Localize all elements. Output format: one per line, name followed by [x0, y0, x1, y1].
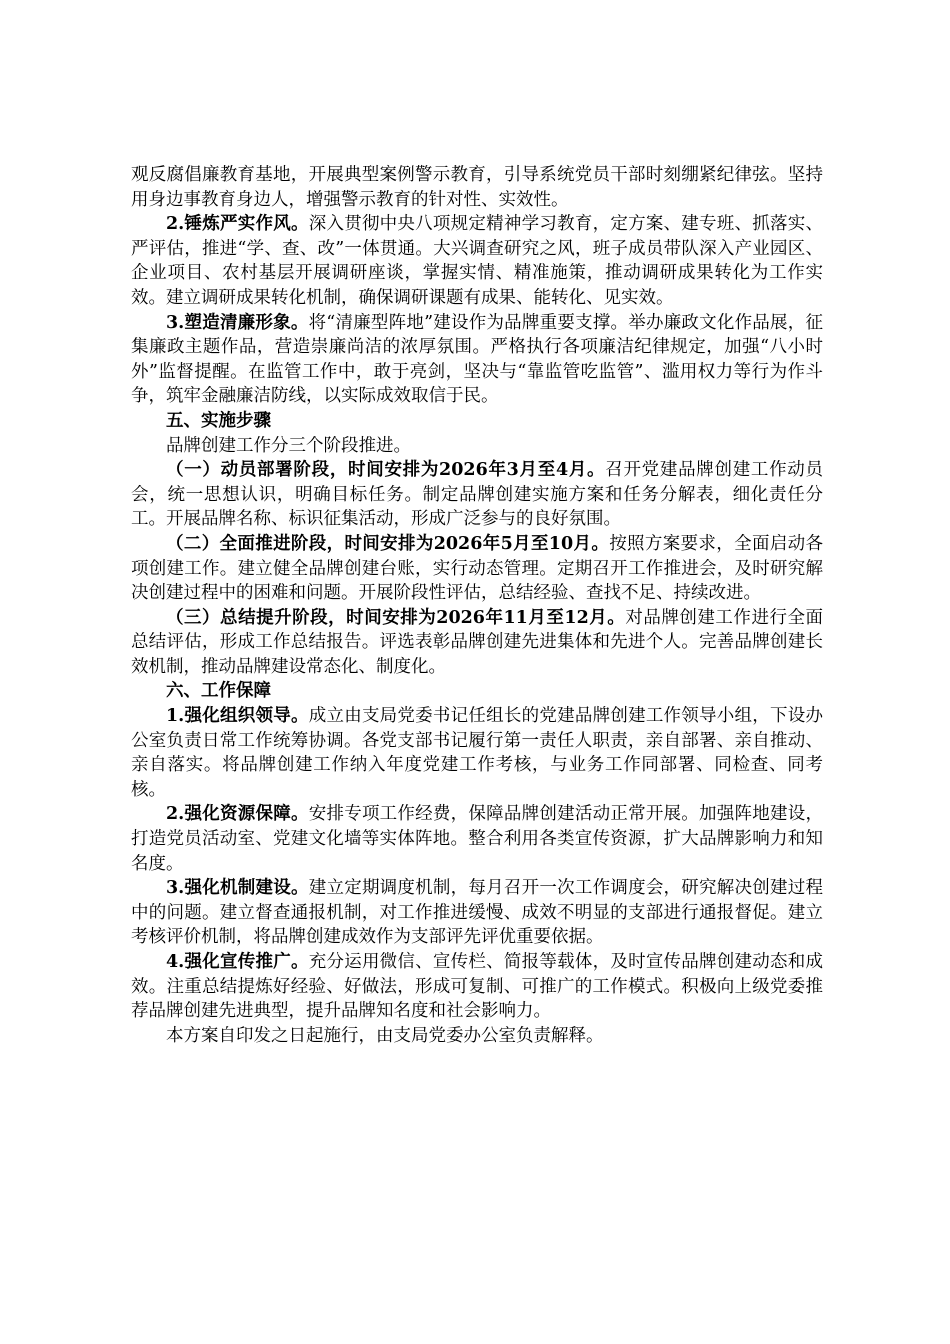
paragraph-lead: 1.强化组织领导。 [166, 706, 309, 727]
paragraph-text: 建立定期调度机制，每月召开一次工作调度会，研究解决创建过程中的问题。建立督查通报机制，对工作推进缓慢、成效不明显的支部进行通报督促。建立考核评价机制，将品牌创建成效作为支部评先评优重要依据。 [131, 878, 823, 948]
paragraph-organization-leadership [131, 704, 823, 802]
paragraph-mechanism-building [131, 876, 823, 950]
paragraph-text: 观反腐倡廉教育基地，开展典型案例警示教育，引导系统党员干部时刻绷紧纪律弦。坚持用身边事教育身边人，增强警示教育的针对性、实效性。 [131, 165, 823, 210]
paragraph-text: 将“清廉型阵地”建设作为品牌重要支撑。举办廉政文化作品展，征集廉政主题作品，营造崇廉尚洁的浓厚氛围。严格执行各项廉洁纪律规定，加强“八小时外”监督提醒。在监管工作中，敢于亮剑，坚决与“靠监管吃监管”、滥用权力等行为作斗争，筑牢金融廉洁防线，以实际成效取信于民。 [131, 312, 823, 407]
paragraph-resource-guarantee [131, 802, 823, 876]
paragraph-text: 本方案自印发之日起施行，由支局党委办公室负责解释。 [166, 1025, 604, 1046]
paragraph-stage-two [131, 532, 823, 606]
paragraph-lead: （二）全面推进阶段，时间安排为2026年5月至10月。 [166, 533, 610, 554]
paragraph-lead: 2.锤炼严实作风。 [166, 214, 309, 235]
paragraph-lead: 2.强化资源保障。 [166, 804, 309, 825]
paragraph-text: 召开党建品牌创建工作动员会，统一思想认识，明确目标任务。制定品牌创建实施方案和任务分解表，细化责任分工。开展品牌名称、标识征集活动，形成广泛参与的良好氛围。 [131, 460, 824, 530]
paragraph-stage-three [131, 606, 823, 680]
paragraph-lead: 3.塑造清廉形象。 [166, 312, 309, 333]
paragraph-text: 对品牌创建工作进行全面总结评估，形成工作总结报告。评选表彰品牌创建先进集体和先进个人。完善品牌创建长效机制，推动品牌建设常态化、制度化。 [131, 607, 824, 677]
paragraph-text: 深入贯彻中央八项规定精神学习教育，定方案、建专班、抓落实、严评估，推进“学、查、改”一体贯通。大兴调查研究之风，班子成员带队深入产业园区、企业项目、农村基层开展调研座谈，掌握实情、精准施策，推动调研成果转化为工作实效。建立调研成果转化机制，确保调研课题有成果、能转化、见实效。 [131, 214, 823, 308]
paragraph-work-style [131, 212, 823, 310]
paragraph-publicity-promotion [131, 950, 823, 1024]
paragraph-clean-image [131, 311, 823, 409]
paragraph-lead: 4.强化宣传推广。 [166, 952, 309, 972]
paragraph-text: 安排专项工作经费，保障品牌创建活动正常开展。加强阵地建设，打造党员活动室、党建文化墙等实体阵地。整合利用各类宣传资源，扩大品牌影响力和知名度。 [131, 804, 823, 874]
paragraph-lead: 3.强化机制建设。 [166, 878, 309, 899]
paragraph-lead: （一）动员部署阶段，时间安排为2026年3月至4月。 [166, 460, 606, 481]
section-heading-implementation-steps: 五、实施步骤 [166, 410, 271, 431]
paragraph-stage-one [131, 458, 823, 532]
paragraph-three-stages [131, 434, 823, 459]
paragraph-text: 品牌创建工作分三个阶段推进。 [166, 435, 411, 456]
paragraph-lead: （三）总结提升阶段，时间安排为2026年11月至12月。 [166, 607, 626, 628]
paragraph-text: 成立由支局党委书记任组长的党建品牌创建工作领导小组，下设办公室负责日常工作统筹协调。各党支部书记履行第一责任人职责，亲自部署、亲自推动、亲自落实。将品牌创建工作纳入年度党建工作考核，与业务工作同部署、同检查、同考核。 [131, 706, 823, 800]
paragraph-warning-education [131, 163, 823, 212]
paragraph-text: 充分运用微信、宣传栏、简报等载体，及时宣传品牌创建动态和成效。注重总结提炼好经验、好做法，形成可复制、可推广的工作模式。积极向上级党委推荐品牌创建先进典型，提升品牌知名度和社会影响力。 [131, 952, 823, 1022]
section-heading-work-guarantee: 六、工作保障 [166, 681, 271, 702]
document-body [131, 163, 823, 1048]
paragraph-text: 按照方案要求，全面启动各项创建工作。建立健全品牌创建台账，实行动态管理。定期召开工作推进会，及时研究解决创建过程中的困难和问题。开展阶段性评估，总结经验、查找不足、持续改进。 [131, 533, 824, 604]
paragraph-effective-date [131, 1024, 823, 1049]
